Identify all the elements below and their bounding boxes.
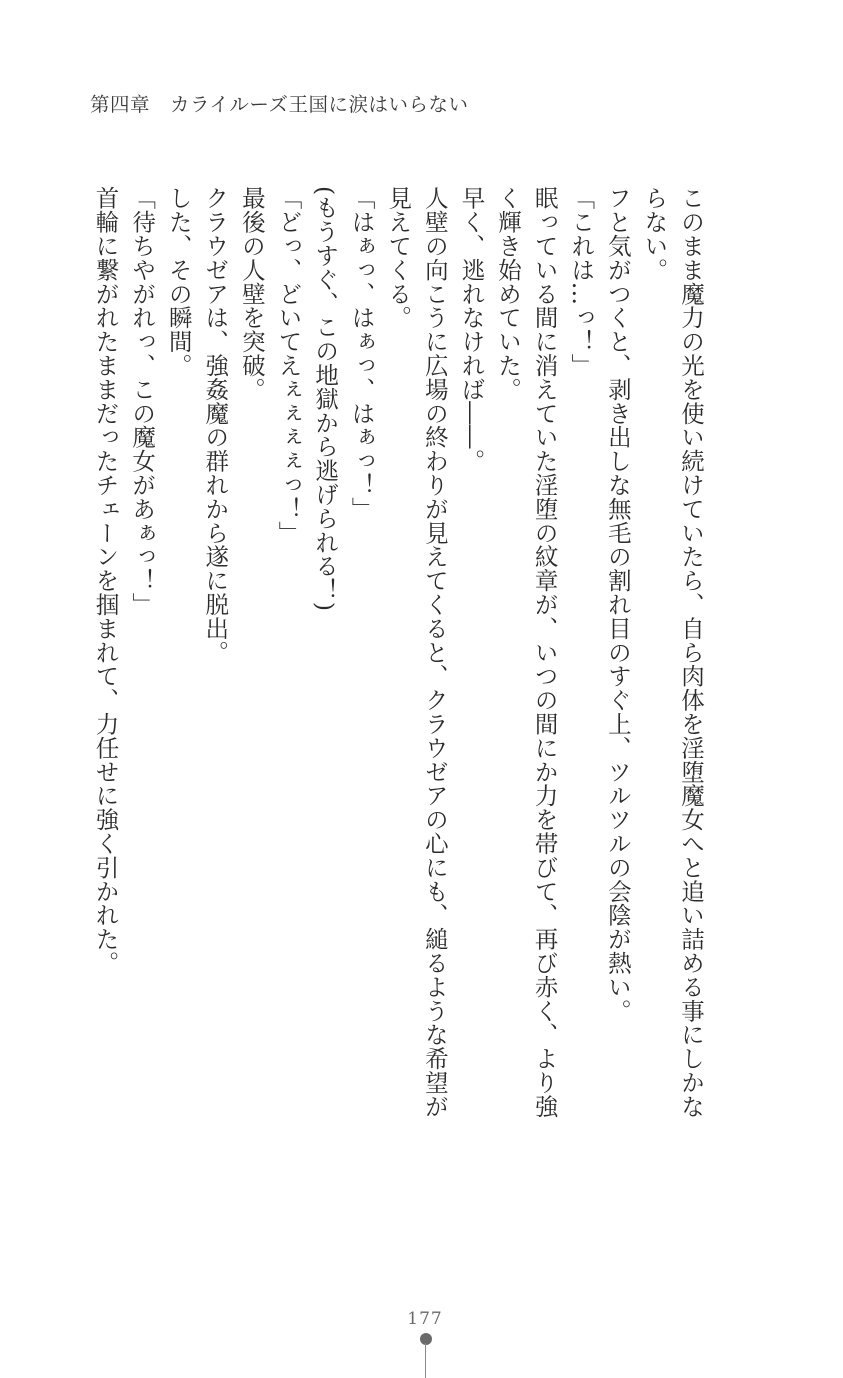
paragraph: 「どっ、どいてえぇぇぇぇっ！」 [274,186,303,545]
running-header: 第四章 カライルーズ王国に涙はいらない [90,93,469,116]
paragraph: 早く、逃れなければ――。 [457,186,486,473]
paragraph: した、その瞬間。 [164,186,193,378]
folio-line-ornament [425,1343,426,1378]
page-number: 177 [407,1309,443,1329]
paragraph: 「はぁっ、はぁっ、はぁっ！」 [347,186,376,521]
paragraph: 「これは…っ！」 [567,186,596,378]
paragraph: 「待ちやがれっ、この魔女があぁっ！」 [128,186,157,617]
paragraph: このまま魔力の光を使い続けていたら、自ら肉体を淫堕魔女へと追い詰める事にしかならない。 [640,186,705,1119]
folio-dot-ornament [420,1333,432,1345]
paragraph: 眠っている間に消えていた淫堕の紋章が、いつの間にか力を帯びて、再び赤く、より強く輝き始めていた。 [494,186,559,1119]
paragraph: 首輪に繋がれたままだったチェーンを掴まれて、力任せに強く引かれた。 [91,186,120,975]
body-text [87,186,709,1126]
paragraph: クラウゼアは、強姦魔の群れから遂に脱出。 [201,186,230,664]
paragraph: 最後の人壁を突破。 [237,186,266,402]
paragraph: (もうすぐ、この地獄から逃げられる！) [311,186,340,612]
paragraph: フと気がつくと、剥き出しな無毛の割れ目のすぐ上、ツルツルの会陰が熱い。 [603,186,632,1023]
paragraph: 人壁の向こうに広場の終わりが見えてくると、クラウゼアの心にも、縋るような希望が見えてくる。 [384,186,449,1119]
